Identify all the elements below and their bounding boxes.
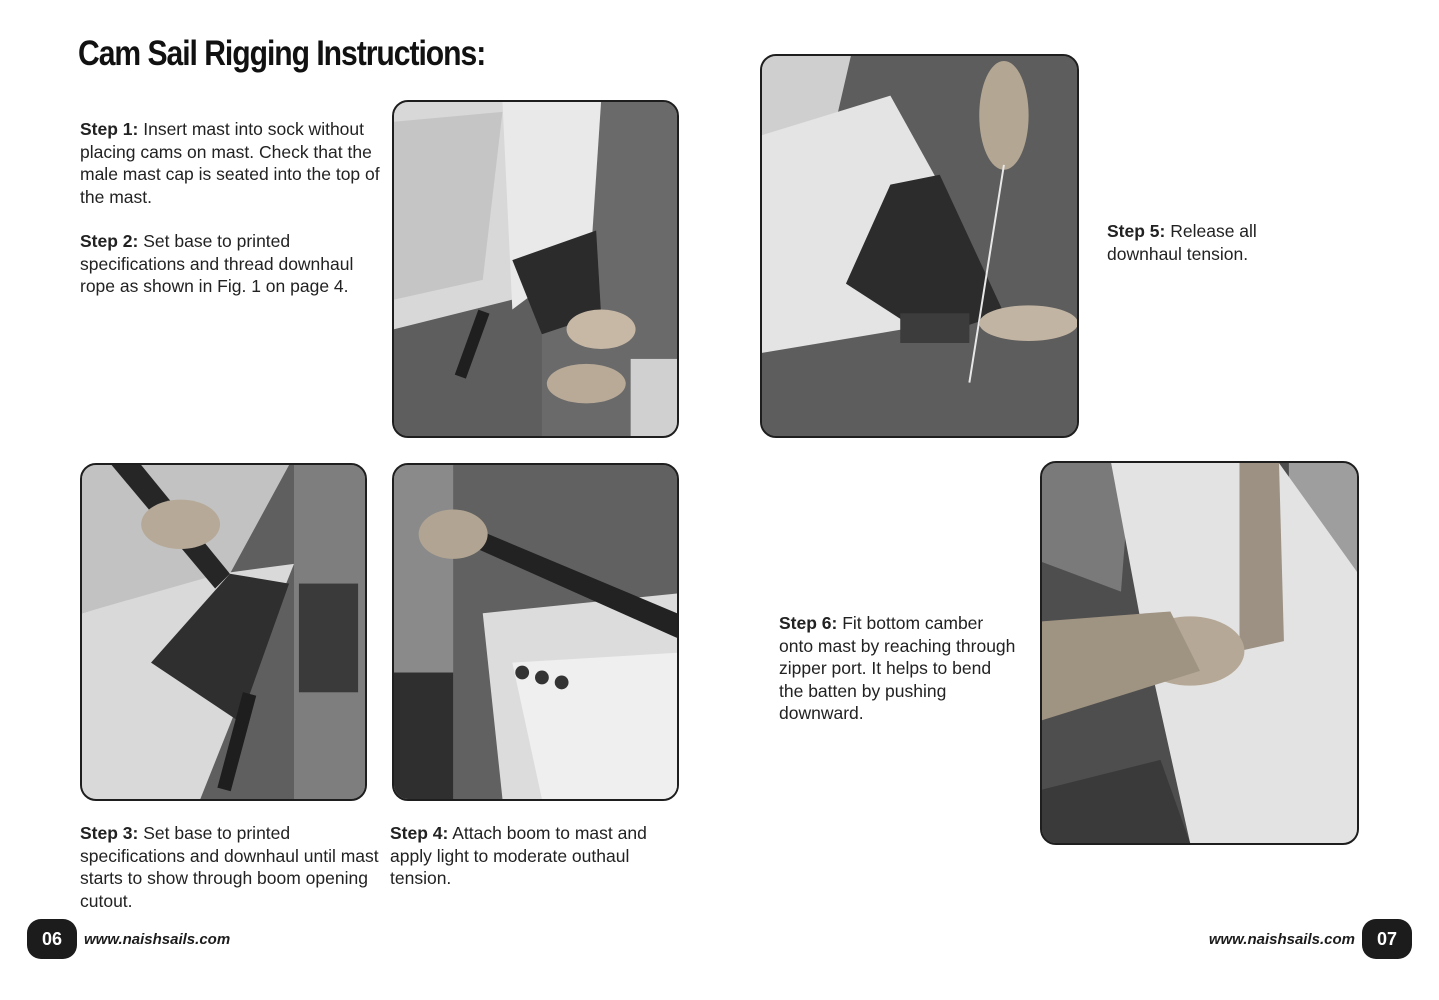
photo-step-6-image [1042, 463, 1357, 843]
photo-step-3 [80, 463, 367, 801]
step-3-label: Step 3: [80, 823, 139, 843]
step-1-label: Step 1: [80, 119, 139, 139]
page-number-left: 06 [27, 919, 77, 959]
step-4 [390, 822, 680, 890]
step-6-text: Fit bottom camber onto mast by reaching through zipper port. It helps to bend the batten by pushing downward. [779, 613, 1016, 723]
step-5-label: Step 5: [1107, 221, 1166, 241]
photo-step-4-image [394, 465, 677, 799]
step-5 [1107, 220, 1307, 265]
website-link-left[interactable]: www.naishsails.com [84, 931, 231, 948]
step-3 [80, 822, 380, 912]
steps-1-2-text [80, 118, 380, 320]
step-3-text: Set base to printed specifications and downhaul until mast starts to show through boom opening cutout. [80, 823, 379, 911]
photo-step-5-image [762, 56, 1077, 436]
step-2-label: Step 2: [80, 231, 139, 251]
step-2 [80, 230, 380, 298]
photo-step-3-image [82, 465, 365, 799]
photo-step-1-2-image [394, 102, 677, 436]
step-6 [779, 612, 1019, 725]
step-4-label: Step 4: [390, 823, 449, 843]
step-4-text: Attach boom to mast and apply light to moderate outhaul tension. [390, 823, 647, 888]
step-6-label: Step 6: [779, 613, 838, 633]
step-2-text: Set base to printed specifications and thread downhaul rope as shown in Fig. 1 on page 4. [80, 231, 354, 296]
website-link-right[interactable]: www.naishsails.com [1208, 931, 1355, 948]
step-5-text: Release all downhaul tension. [1107, 221, 1257, 264]
photo-step-1-2 [392, 100, 679, 438]
step-1-text: Insert mast into sock without placing cams on mast. Check that the male mast cap is seated into the top of the mast. [80, 119, 380, 207]
photo-step-6 [1040, 461, 1359, 845]
step-1 [80, 118, 380, 208]
photo-step-5 [760, 54, 1079, 438]
photo-step-4 [392, 463, 679, 801]
page-number-right: 07 [1362, 919, 1412, 959]
page-title: Cam Sail Rigging Instructions: [78, 34, 486, 73]
